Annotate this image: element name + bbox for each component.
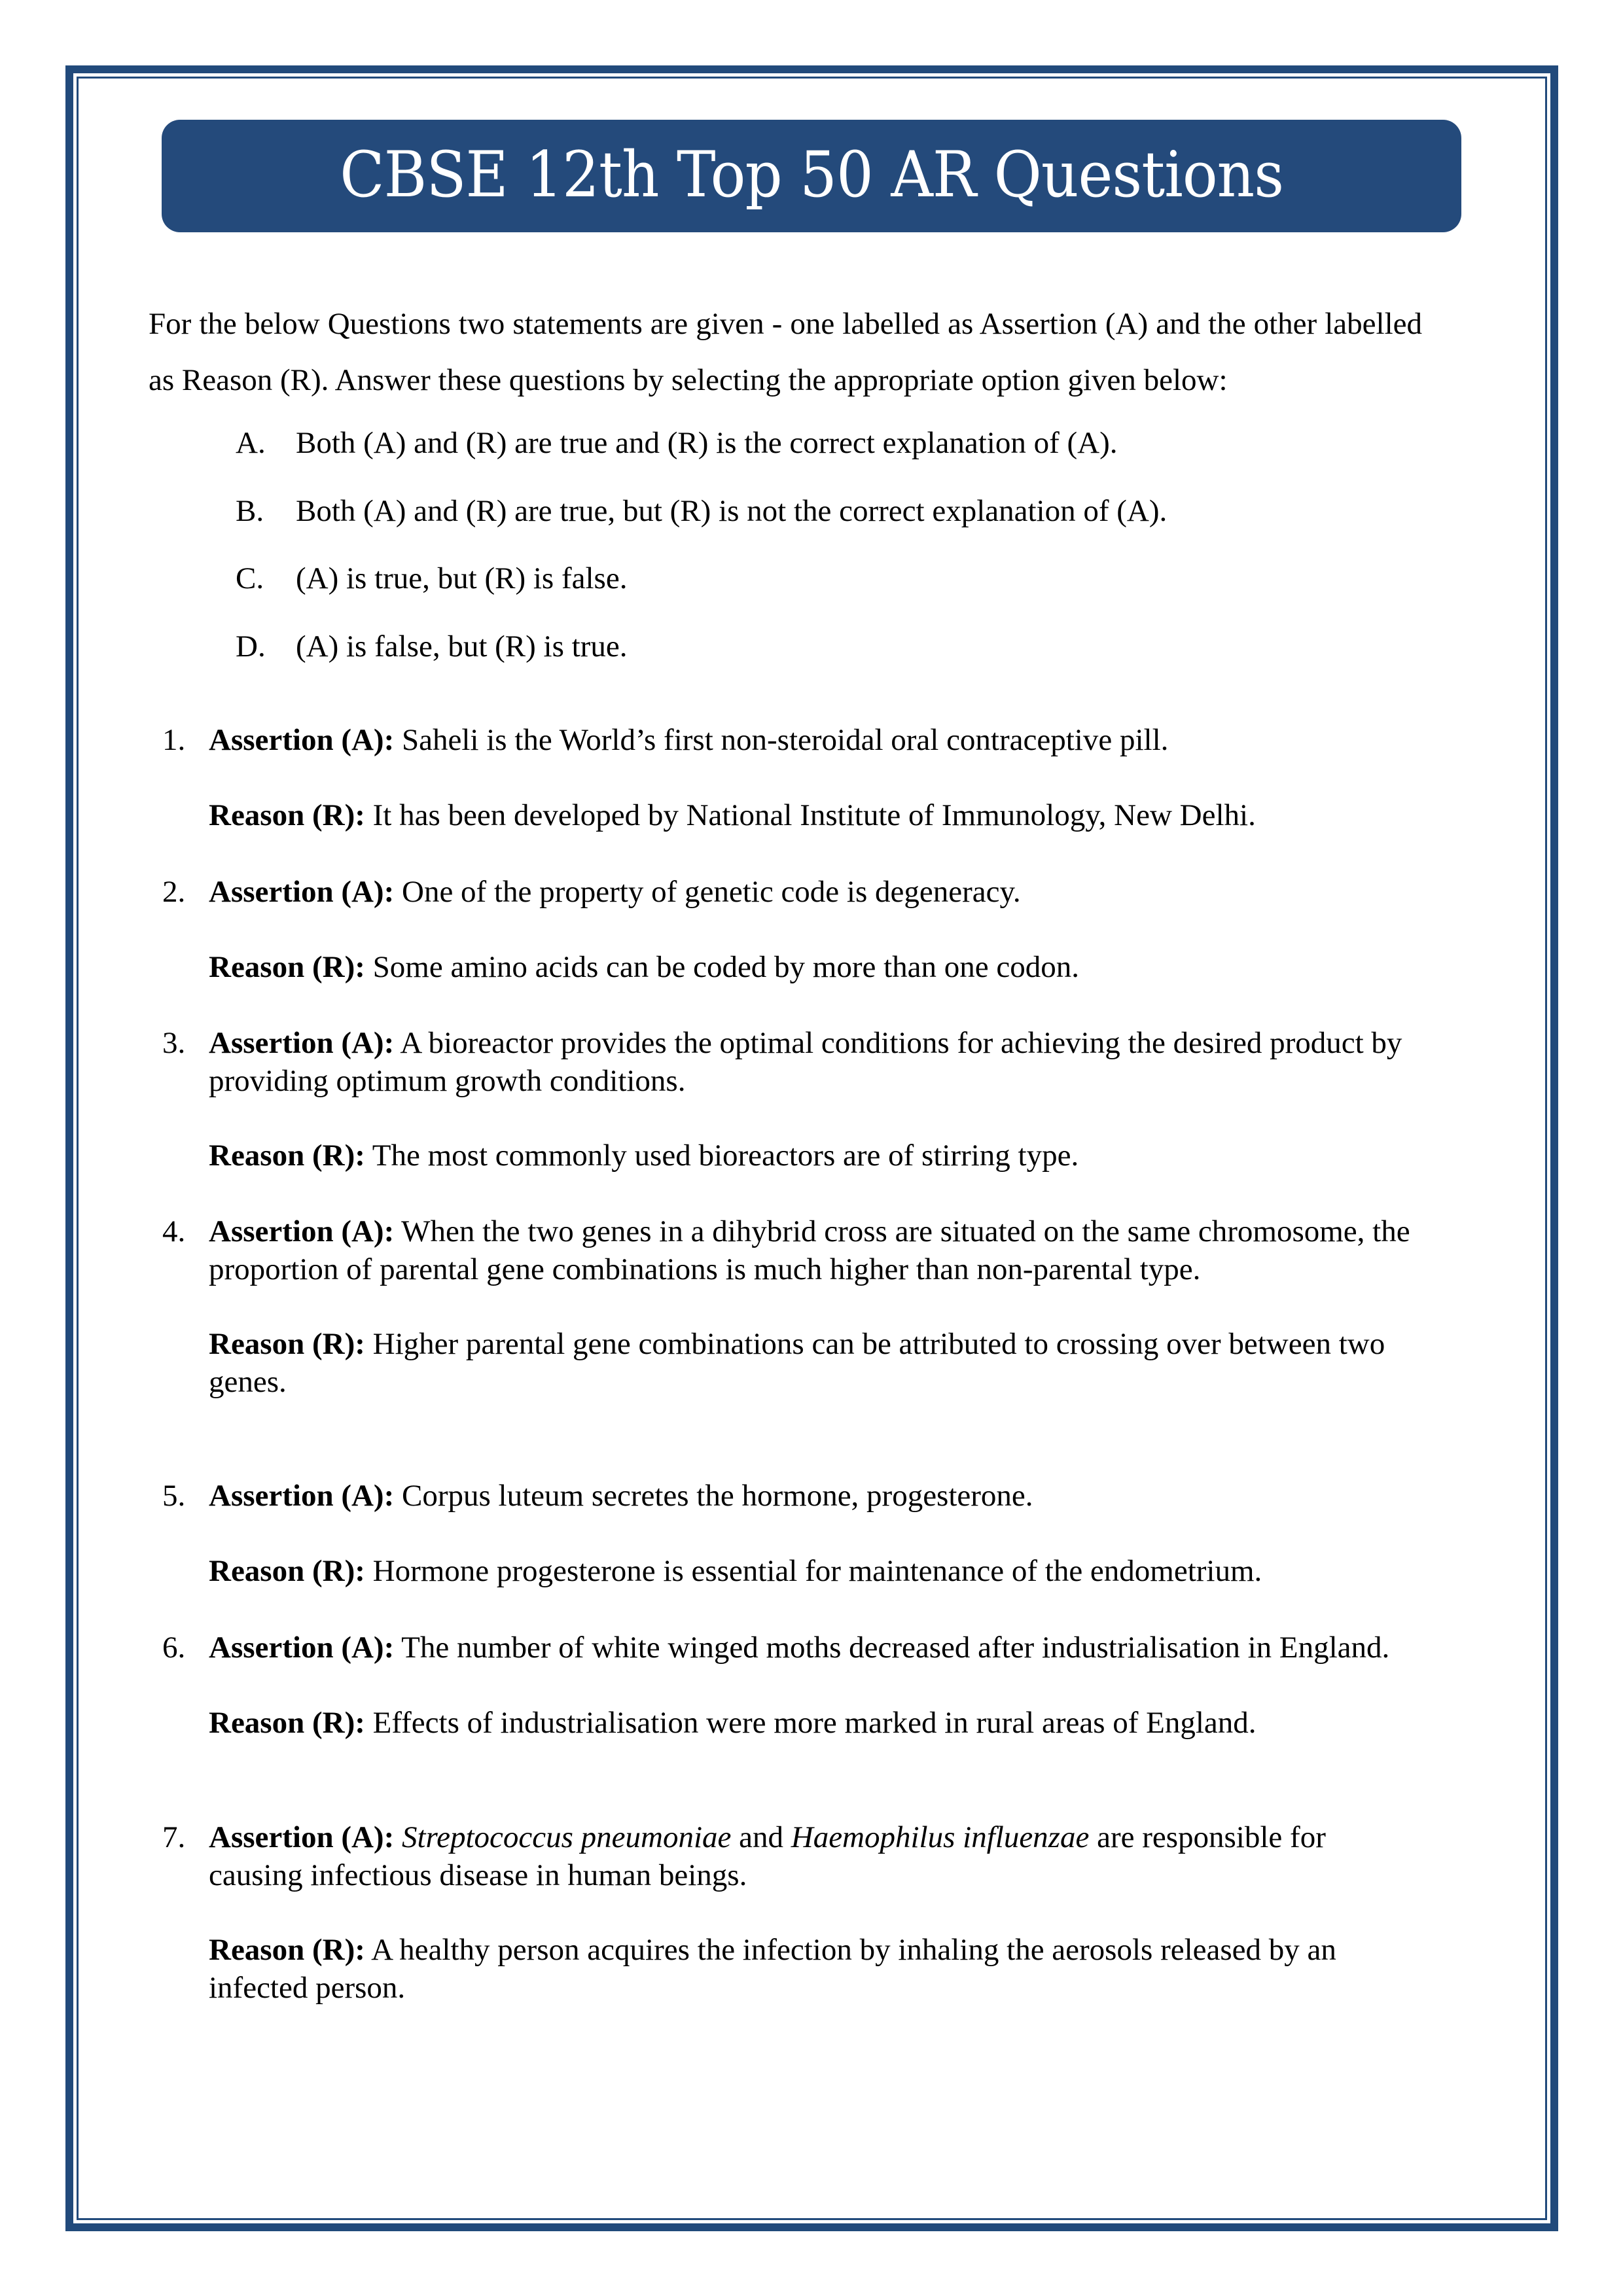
reason-label: Reason (R): bbox=[209, 798, 365, 832]
assertion bbox=[209, 1213, 1426, 1288]
option-label: B. bbox=[236, 493, 264, 528]
assertion-species-2: Haemophilus influenzae bbox=[791, 1820, 1090, 1854]
assertion-label: Assertion (A): bbox=[209, 1479, 395, 1513]
assertion bbox=[209, 722, 1426, 760]
option-label: A. bbox=[236, 426, 266, 460]
assertion-label: Assertion (A): bbox=[209, 1026, 395, 1060]
option-text: Both (A) and (R) are true, but (R) is not the correct explanation of (A). bbox=[296, 493, 1168, 528]
assertion-text: When the two genes in a dihybrid cross are situated on the same chromosome, the proportion of parental gene combinations is much higher than non-parental type. bbox=[209, 1214, 1410, 1286]
assertion-text: Corpus luteum secretes the hormone, progesterone. bbox=[402, 1479, 1033, 1513]
reason-label: Reason (R): bbox=[209, 1553, 365, 1588]
page-title: CBSE 12th Top 50 AR Questions bbox=[340, 138, 1283, 211]
assertion-text: are responsible for causing infectious disease in human beings. bbox=[209, 1820, 1326, 1892]
question-number: 7. bbox=[162, 1820, 186, 1854]
reason-text: Some amino acids can be coded by more than one codon. bbox=[372, 949, 1080, 984]
question-number: 3. bbox=[162, 1026, 186, 1060]
reason bbox=[209, 1553, 1426, 1591]
assertion-label: Assertion (A): bbox=[209, 875, 395, 909]
assertion bbox=[209, 1629, 1426, 1667]
assertion-label: Assertion (A): bbox=[209, 1820, 395, 1854]
question-number: 1. bbox=[162, 723, 186, 757]
assertion-text: Saheli is the World’s first non-steroidal oral contraceptive pill. bbox=[402, 723, 1169, 757]
reason-text: A healthy person acquires the infection by inhaling the aerosols released by an infected person. bbox=[209, 1933, 1336, 2005]
question-number: 5. bbox=[162, 1479, 186, 1513]
assertion-label: Assertion (A): bbox=[209, 1214, 395, 1248]
option-text: Both (A) and (R) are true and (R) is the correct explanation of (A). bbox=[296, 426, 1118, 460]
reason bbox=[209, 797, 1426, 835]
reason-text: Effects of industrialisation were more marked in rural areas of England. bbox=[372, 1705, 1257, 1740]
reason-text: Higher parental gene combinations can be attributed to crossing over between two genes. bbox=[209, 1327, 1385, 1399]
reason-label: Reason (R): bbox=[209, 1139, 365, 1173]
option-label: C. bbox=[236, 561, 264, 595]
option-text: (A) is true, but (R) is false. bbox=[296, 561, 628, 595]
assertion-species-1: Streptococcus pneumoniae bbox=[402, 1820, 732, 1854]
assertion-text: The number of white winged moths decreased after industrialisation in England. bbox=[401, 1631, 1390, 1665]
option-label: D. bbox=[236, 629, 266, 663]
reason-label: Reason (R): bbox=[209, 949, 365, 984]
assertion bbox=[209, 1477, 1426, 1515]
reason-text: Hormone progesterone is essential for maintenance of the endometrium. bbox=[372, 1553, 1262, 1588]
reason-text: The most commonly used bioreactors are of stirring type. bbox=[372, 1139, 1079, 1173]
assertion-text: A bioreactor provides the optimal conditions for achieving the desired product by providing optimum growth conditions. bbox=[209, 1026, 1402, 1098]
assertion-text-conjunction: and bbox=[731, 1820, 791, 1854]
reason bbox=[209, 1326, 1426, 1401]
assertion bbox=[209, 1819, 1426, 1894]
title-banner bbox=[162, 120, 1461, 232]
reason-label: Reason (R): bbox=[209, 1327, 365, 1361]
reason-text: It has been developed by National Institute of Immunology, New Delhi. bbox=[372, 798, 1256, 832]
option-text: (A) is false, but (R) is true. bbox=[296, 629, 628, 663]
assertion-label: Assertion (A): bbox=[209, 1631, 395, 1665]
reason bbox=[209, 1704, 1426, 1742]
reason bbox=[209, 949, 1426, 987]
assertion bbox=[209, 874, 1426, 911]
instructions-paragraph: For the below Questions two statements are given - one labelled as Assertion (A) and the other labelled as Reason (R). Answer these questions by selecting the appropriate option given below: bbox=[149, 307, 1422, 397]
reason bbox=[209, 1137, 1426, 1175]
question-number: 2. bbox=[162, 875, 186, 909]
question-number: 4. bbox=[162, 1214, 186, 1248]
assertion bbox=[209, 1025, 1426, 1100]
assertion-label: Assertion (A): bbox=[209, 723, 395, 757]
reason bbox=[209, 1932, 1426, 2007]
reason-label: Reason (R): bbox=[209, 1705, 365, 1740]
reason-label: Reason (R): bbox=[209, 1933, 365, 1967]
question-number: 6. bbox=[162, 1631, 186, 1665]
assertion-text: One of the property of genetic code is degeneracy. bbox=[402, 875, 1021, 909]
